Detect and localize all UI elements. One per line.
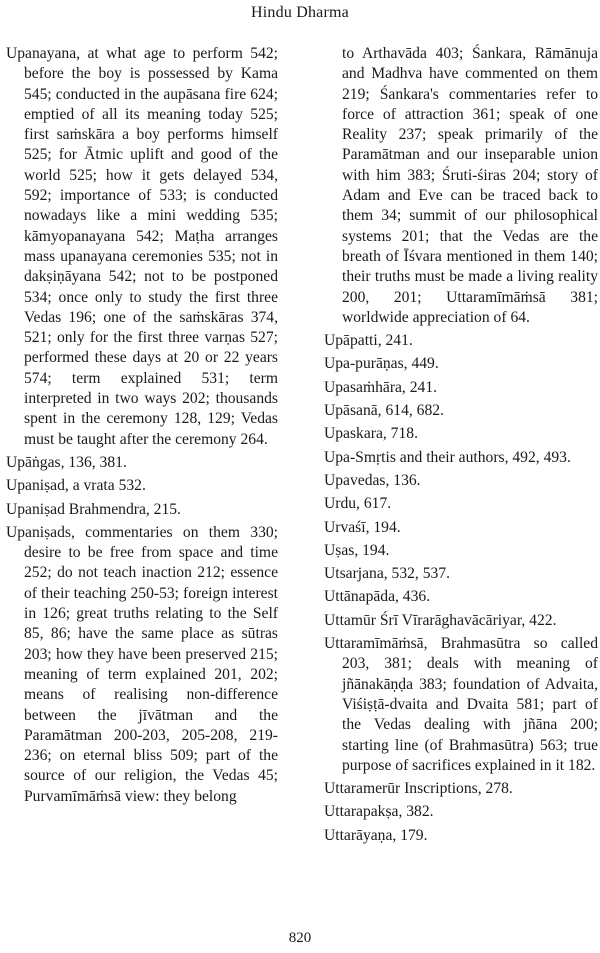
index-entry-continuation: to Arthavāda 403; Śankara, Rāmānuja and Madhva have commented on them 219; Śankara's commentaries refer to force of attraction 361; speak of one Reality 237; speak primarily of the Paramātman and our inseparable union with him 383; Śruti-śiras 204; story of Adam and Eve can be traced back to them 34; summit of our philosophical systems 201; that the Vedas are the breath of Īśvara mentioned in them 140; their truths must be made a living reality 200, 201; Uttaramīmāṁsā 381; worldwide appreciation of 64.: [342, 45, 598, 326]
index-entry: Urvaśī, 194.: [324, 518, 401, 536]
index-entry: Upāṅgas, 136, 381.: [6, 453, 127, 471]
page-number: 820: [288, 930, 312, 946]
running-header: Hindu Dharma: [251, 4, 349, 21]
index-entry: Upāsanā, 614, 682.: [324, 402, 444, 420]
index-entry: Uṣas, 194.: [324, 541, 390, 559]
index-entry: Urdu, 617.: [324, 495, 392, 513]
index-column-left: [6, 44, 278, 810]
index-entry: Upaniṣads, commentaries on them 330; desire to be free from space and time 252; do not teach inaction 212; essence of their teaching 250-53; foreign interest in 126; great truths relating to the Self 85, 86; have the same place as sūtras 203; how they have been preserved 215; meaning of term explained 201, 202; means of realising non-difference between the jīvātman and the Paramātman 200-203, 205-208, 219-236; on eternal bliss 509; part of the source of our religion, the Vedas 45; Purvamīmāṁsā view: they belong: [6, 523, 278, 805]
index-entry: Upaskara, 718.: [324, 425, 418, 443]
index-entry: Uttānapāda, 436.: [324, 588, 431, 606]
index-entry: Uttarāyaṇa, 179.: [324, 826, 428, 844]
index-entry: Uttarapakṣa, 382.: [324, 803, 434, 821]
index-entry: Uttamūr Śrī Vīrarāghavācāriyar, 422.: [324, 611, 557, 629]
index-entry: Uttaramīmāṁsā, Brahmasūtra so called 203, 381; deals with meaning of jñānakāṇḍa 383; foundation of Advaita, Viśiṣṭā-dvaita and Dvaita 581; part of the Vedas dealing with jñāna 200; starting line (of Brahmasūtra) 563; true purpose of sacrifices explained in it 182.: [324, 635, 598, 774]
index-entry: Upaniṣad, a vrata 532.: [6, 477, 146, 495]
index-column-right: [324, 44, 598, 849]
index-entry: Utsarjana, 532, 537.: [324, 565, 451, 583]
index-entry: Upāpatti, 241.: [324, 332, 413, 350]
index-entry: Upasaṁhāra, 241.: [324, 378, 438, 396]
index-entry: Upa-purāṇas, 449.: [324, 355, 439, 373]
index-entry: Upaniṣad Brahmendra, 215.: [6, 500, 181, 518]
index-entry: Uttaramerūr Inscriptions, 278.: [324, 780, 513, 798]
index-entry: Upa-Smṛtis and their authors, 492, 493.: [324, 448, 571, 466]
index-entry: Upanayana, at what age to perform 542; before the boy is possessed by Kama 545; conducted in the aupāsana fire 624; emptied of all its meaning today 525; first saṁskāra a boy performs himself 525; for Ātmic uplift and good of the world 525; how it gets delayed 534, 592; importance of 533; is conducted nowadays like a mini wedding 535; kāmyopanayana 542; Maṭha arranges mass upanayana ceremonies 535; not in dakṣiṇāyana 542; not to be postponed 534; once only to study the first three Vedas 196; one of the saṁskāras 374, 521; only for the first three varṇas 527; performed these days at 20 or 22 years 574; term explained 531; term interpreted in two ways 202; thousands spent in the ceremony 128, 129; Vedas must be taught after the ceremony 264.: [6, 45, 278, 448]
index-entry: Upavedas, 136.: [324, 471, 421, 489]
